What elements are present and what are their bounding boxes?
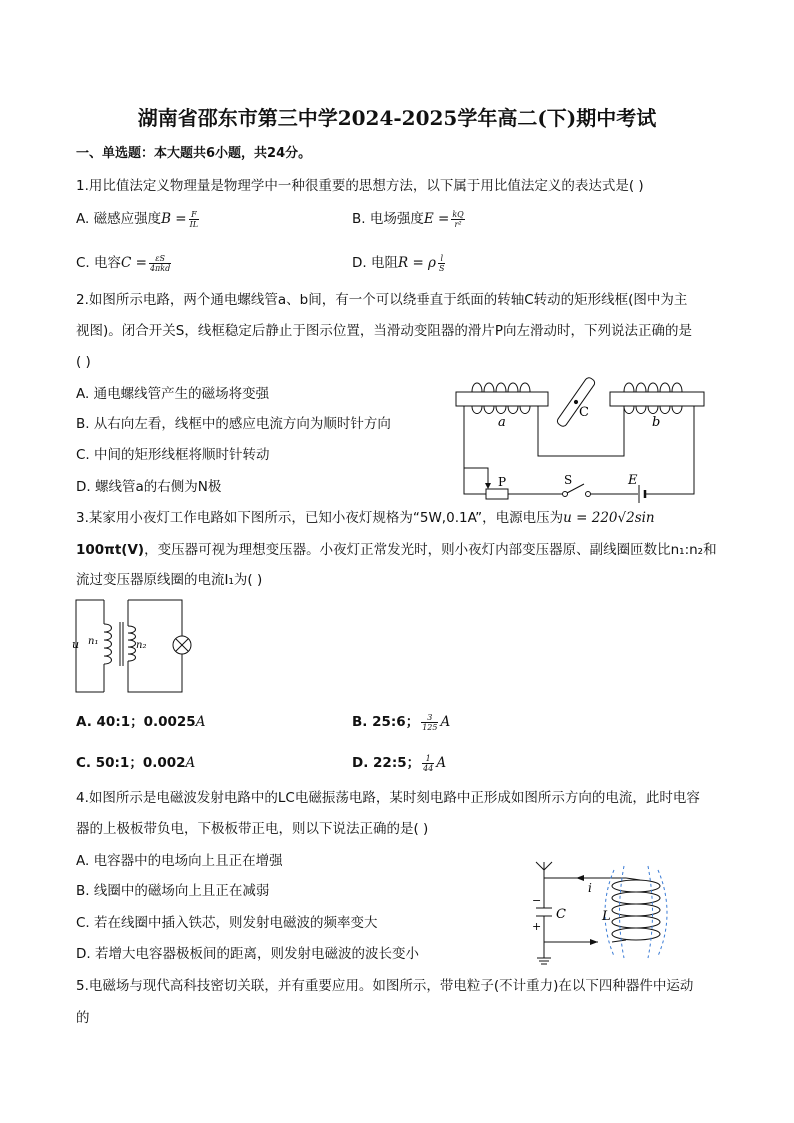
primary-coil: [104, 624, 112, 664]
q2-stem-line3: ( ): [76, 354, 91, 370]
q3-b-unit: A: [440, 714, 451, 730]
secondary-circuit-top: [128, 600, 182, 636]
rheostat: [486, 489, 508, 499]
q4-option-d[interactable]: D. 若增大电容器极板间的距离，则发射电磁波的波长变小: [76, 946, 419, 962]
q2-stem-line2: 视图)。闭合开关S，线框稳定后静止于图示位置，当滑动变阻器的滑片P向左滑动时，下列说法正确的是: [76, 323, 692, 339]
label-a: a: [498, 415, 506, 430]
q1-option-c[interactable]: [76, 253, 173, 273]
label-c: C: [579, 405, 589, 420]
q2-option-d[interactable]: D. 螺线管a的右侧为N极: [76, 479, 222, 495]
q1-b-fraction: [451, 210, 464, 229]
q1-b-num: kQ: [452, 209, 464, 219]
q3-stem-line1: [76, 508, 655, 528]
q3-d-unit: A: [436, 755, 447, 771]
q3-b-num: 3: [421, 713, 438, 723]
q3-voltage-phase: 100πt(V): [76, 542, 145, 558]
label-u: u: [72, 638, 80, 651]
q3-stem-text: 3.某家用小夜灯工作电路如下图所示，已知小夜灯规格为“5W,0.1A”，电源电压为: [76, 510, 564, 526]
q1-option-d[interactable]: [352, 253, 447, 273]
q2-option-a[interactable]: A. 通电螺线管产生的磁场将变强: [76, 386, 270, 402]
q1-c-label: C. 电容: [76, 255, 122, 271]
label-p: P: [498, 475, 507, 489]
label-e: E: [628, 473, 638, 488]
q1-d-num: l: [438, 254, 445, 264]
q1-c-lhs: C =: [121, 255, 147, 271]
q3-d-text: D. 22:5；: [352, 755, 421, 771]
q4-option-c[interactable]: C. 若在线圈中插入铁芯，则发射电磁波的频率变大: [76, 915, 378, 931]
q2-option-b[interactable]: B. 从右向左看，线框中的感应电流方向为顺时针方向: [76, 416, 391, 432]
q1-stem: 1.用比值法定义物理量是物理学中一种很重要的思想方法，以下属于用比值法定义的表达式是( ): [76, 178, 644, 194]
q3-c-unit: A: [185, 755, 196, 771]
label-s: S: [564, 473, 573, 487]
q3-c-text: C. 50:1；0.002: [76, 755, 186, 771]
q1-b-den: r²: [454, 219, 462, 229]
q3-d-den: 44: [423, 763, 434, 773]
q1-option-b[interactable]: [352, 209, 467, 229]
q3-b-text: B. 25:6；: [352, 714, 420, 730]
q1-a-fraction: [189, 210, 199, 229]
solenoid-a-core: [456, 392, 548, 406]
q2-option-c[interactable]: C. 中间的矩形线框将顺时针转动: [76, 447, 270, 463]
current-arrow-bottom: [590, 939, 598, 945]
q4-option-b[interactable]: B. 线圈中的磁场向上且正在减弱: [76, 883, 270, 899]
q1-a-label: A. 磁感应强度: [76, 211, 162, 227]
q1-d-lhs: R = ρ: [397, 255, 436, 271]
q4-lc-circuit-figure: [528, 858, 678, 966]
label-n2: n₂: [136, 640, 147, 651]
q4-stem-line1: 4.如图所示是电磁波发射电路中的LC电磁振荡电路，某时刻电路中正形成如图所示方向的电流，此时电容: [76, 790, 700, 806]
q1-b-label: B. 电场强度: [352, 211, 424, 227]
q1-b-lhs: E =: [423, 211, 450, 227]
q5-stem-line2: 的: [76, 1010, 90, 1026]
label-b: b: [652, 415, 661, 430]
q3-option-a[interactable]: [76, 712, 205, 732]
q4-stem-line2: 器的上极板带负电，下极板带正电，则以下说法正确的是( ): [76, 821, 429, 837]
q3-stem-line3: 流过变压器原线圈的电流I₁为( ): [76, 572, 263, 588]
q1-d-fraction: [438, 254, 445, 273]
field-line-left: [620, 866, 625, 958]
label-c: C: [556, 907, 566, 922]
q3-a-text: A. 40:1；0.0025: [76, 714, 196, 730]
secondary-coil: [128, 626, 136, 661]
solenoid-a-coil: [472, 383, 530, 414]
q2-circuit-figure: [452, 372, 714, 502]
label-l: L: [602, 909, 611, 924]
q3-voltage-formula: u = 220√2sin: [563, 510, 655, 526]
q1-d-den: S: [438, 263, 445, 273]
q3-b-fraction: [421, 713, 438, 732]
q1-d-label: D. 电阻: [352, 255, 398, 271]
q1-a-lhs: B =: [161, 211, 187, 227]
q3-option-c[interactable]: [76, 753, 195, 773]
q5-stem-line1: 5.电磁场与现代高科技密切关联，并有重要应用。如图所示，带电粒子(不计重力)在以下四种器件中运动: [76, 978, 694, 994]
q1-c-fraction: [149, 254, 171, 273]
q3-d-fraction: [422, 754, 434, 773]
q3-d-num: 1: [422, 754, 434, 764]
q1-c-num: εS: [149, 254, 171, 264]
q3-a-unit: A: [195, 714, 206, 730]
page-title: 湖南省邵东市第三中学2024-2025学年高二(下)期中考试: [137, 106, 657, 130]
q1-option-a[interactable]: [76, 209, 201, 229]
solenoid-b-coil: [624, 383, 682, 414]
label-minus: −: [532, 894, 542, 907]
q3-b-den: 125: [422, 722, 438, 732]
label-i: i: [588, 881, 592, 895]
secondary-circuit-bottom: [128, 654, 182, 692]
q1-a-num: F: [189, 210, 199, 220]
q3-option-b[interactable]: [352, 712, 450, 732]
field-line-right: [648, 866, 653, 958]
label-n1: n₁: [88, 636, 99, 647]
q3-stem-text2: ，变压器可视为理想变压器。小夜灯正常发光时，则小夜灯内部变压器原、副线圈匝数比n₁:n₂和: [144, 542, 717, 558]
q4-option-a[interactable]: A. 电容器中的电场向上且正在增强: [76, 853, 283, 869]
q1-a-den: IL: [189, 219, 199, 229]
q3-transformer-figure: [72, 596, 190, 696]
label-plus: +: [532, 920, 542, 933]
solenoid-b-core: [610, 392, 704, 406]
section-heading: 一、单选题：本大题共6小题，共24分。: [76, 146, 312, 161]
q3-option-d[interactable]: [352, 753, 446, 773]
q1-c-den: 4πkd: [149, 263, 171, 273]
q2-stem-line1: 2.如图所示电路，两个通电螺线管a、b间，有一个可以绕垂直于纸面的转轴C转动的矩形线框(图中为主: [76, 292, 688, 308]
current-arrow-top: [576, 875, 584, 881]
q3-stem-line2: [76, 540, 717, 560]
